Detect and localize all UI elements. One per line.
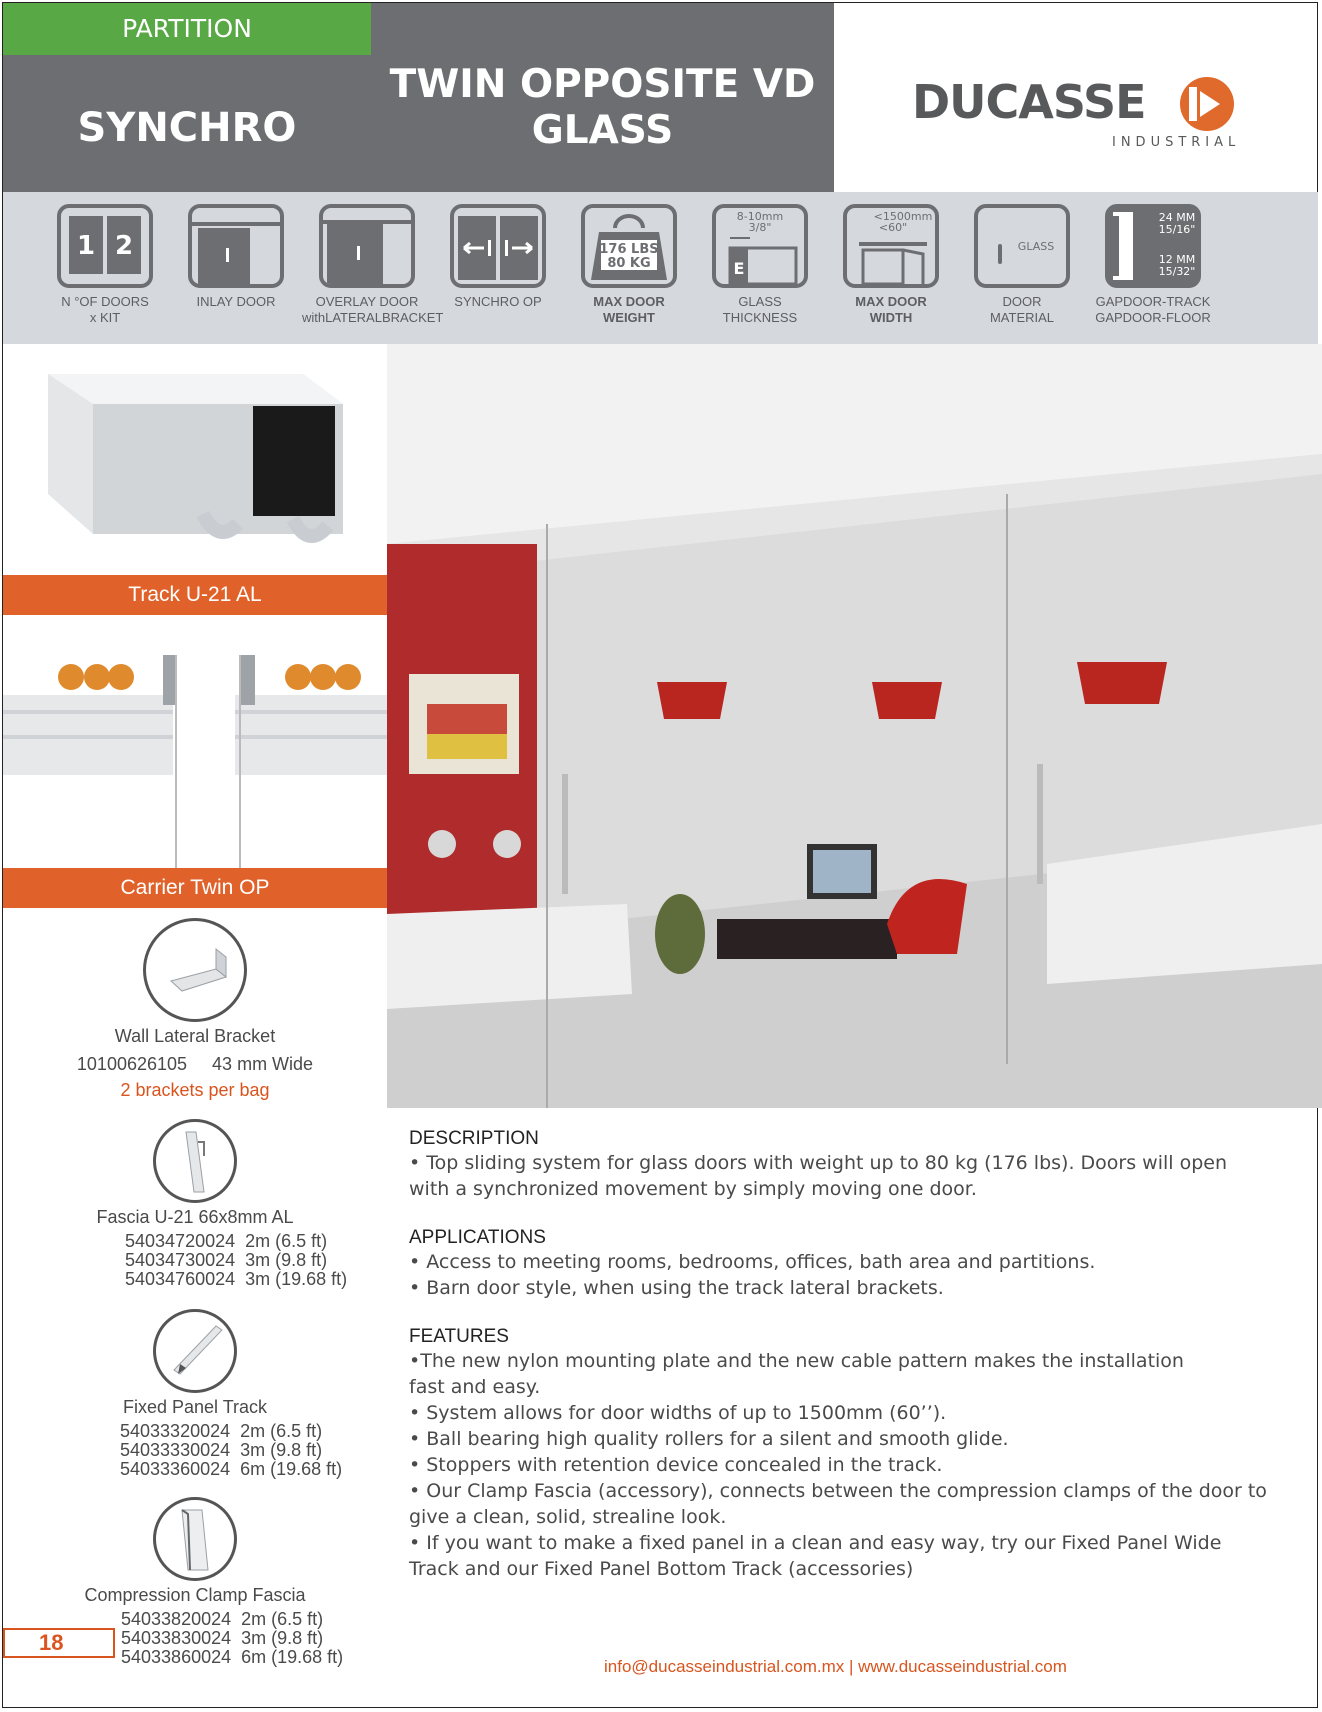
- spec-label: MAX DOOR WIDTH: [855, 294, 927, 325]
- features-line: • Stoppers with retention device concealed in the track.: [409, 1454, 943, 1476]
- spec-label: DOOR MATERIAL: [989, 294, 1055, 325]
- spec-doors-per-kit: [40, 204, 170, 326]
- page-title: [385, 62, 820, 154]
- gap-icon: [1105, 204, 1201, 288]
- svg-text:15/32": 15/32": [1158, 265, 1196, 278]
- applications-section: [409, 1227, 1269, 1301]
- spec-inlay-door: [171, 204, 301, 310]
- svg-text:E: E: [733, 259, 745, 278]
- table-row: 54034760024 3m (19.68 ft): [125, 1269, 348, 1289]
- svg-text:8-10mm: 8-10mm: [736, 210, 784, 223]
- series-name: SYNCHRO: [77, 105, 297, 151]
- overlay-door-icon: [319, 204, 415, 288]
- table-row: 54034730024 3m (9.8 ft): [125, 1250, 328, 1270]
- table-row: 54033360024 6m (19.68 ft): [120, 1459, 343, 1479]
- fascia-icon: [153, 1119, 237, 1203]
- table-row: 54033830024 3m (9.8 ft): [121, 1628, 324, 1648]
- bracket-note: 2 brackets per bag: [120, 1080, 270, 1100]
- spec-max-weight: [564, 204, 694, 326]
- weight-icon: [581, 204, 677, 288]
- svg-text:15/16": 15/16": [1158, 223, 1196, 236]
- page-number: 18: [3, 1628, 115, 1658]
- synchro-op-icon: [450, 204, 546, 288]
- spec-label: GAPDOOR-TRACK GAPDOOR-FLOOR: [1095, 294, 1211, 325]
- carrier-twin-op-image: [3, 615, 387, 868]
- table-row: 54033820024 2m (6.5 ft): [121, 1609, 324, 1629]
- wall-lateral-bracket: [3, 918, 387, 1101]
- clamp-sizes: [116, 1610, 348, 1667]
- logo-subtitle: INDUSTRIAL: [1112, 135, 1241, 150]
- fixed-panel-track: [3, 1309, 387, 1479]
- category-tag: PARTITION: [3, 3, 371, 55]
- living-room-photo: [387, 344, 1322, 1108]
- track-u21-image: [3, 344, 387, 575]
- description-section: [409, 1128, 1269, 1202]
- fascia-name: Fascia U-21 66x8mm AL: [96, 1207, 294, 1227]
- features-line: • Our Clamp Fascia (accessory), connects between the compression clamps of the door to: [409, 1480, 1267, 1502]
- svg-text:2: 2: [114, 231, 134, 261]
- description-line: • Top sliding system for glass doors with weight up to 80 kg (176 lbs). Doors will open: [409, 1152, 1227, 1174]
- svg-text:1: 1: [76, 231, 96, 261]
- features-heading: FEATURES: [409, 1326, 509, 1347]
- spec-label: N °OF DOORS x KIT: [61, 294, 149, 325]
- applications-line: • Barn door style, when using the track lateral brackets.: [409, 1277, 944, 1299]
- description-line: with a synchronized movement by simply moving one door.: [409, 1178, 977, 1200]
- features-line: fast and easy.: [409, 1376, 541, 1398]
- glass-thickness-icon: [712, 204, 808, 288]
- fixed-panel-name: Fixed Panel Track: [122, 1397, 268, 1417]
- spec-glass-thickness: [695, 204, 825, 326]
- glass-door-icon: [974, 204, 1070, 288]
- features-line: give a clean, solid, strealine look.: [409, 1506, 727, 1528]
- spec-icon-strip: [3, 192, 1318, 344]
- features-line: • If you want to make a fixed panel in a clean and easy way, try our Fixed Panel Wide: [409, 1532, 1222, 1554]
- bracket-code: 10100626105: [76, 1054, 188, 1074]
- fascia-u21: [3, 1119, 387, 1289]
- doors-count-icon: [57, 204, 153, 288]
- svg-text:<60": <60": [878, 221, 908, 234]
- fixed-panel-icon: [153, 1309, 237, 1393]
- table-row: 54033860024 6m (19.68 ft): [121, 1647, 344, 1667]
- fixed-panel-sizes: [115, 1422, 347, 1479]
- ducasse-logo: [912, 75, 1252, 155]
- features-line: Track and our Fixed Panel Bottom Track (accessories): [409, 1558, 914, 1580]
- fascia-sizes: [120, 1232, 352, 1289]
- applications-line: • Access to meeting rooms, bedrooms, offices, bath area and partitions.: [409, 1251, 1096, 1273]
- features-line: • Ball bearing high quality rollers for a silent and smooth glide.: [409, 1428, 1009, 1450]
- svg-text:176 LBS: 176 LBS: [599, 242, 659, 257]
- spec-label: INLAY DOOR: [196, 294, 276, 309]
- title-line-2: GLASS: [531, 108, 674, 153]
- spec-overlay-door: [302, 204, 444, 326]
- spec-label: MAX DOOR WEIGHT: [593, 294, 665, 325]
- spec-label: SYNCHRO OP: [454, 294, 542, 309]
- spec-label: OVERLAY DOOR withLATERALBRACKET: [302, 294, 444, 325]
- description-heading: DESCRIPTION: [409, 1128, 539, 1149]
- svg-text:GLASS: GLASS: [1017, 240, 1055, 253]
- carrier-label: Carrier Twin OP: [3, 868, 387, 908]
- table-row: 54033330024 3m (9.8 ft): [120, 1440, 323, 1460]
- logo-wordmark: DUCASSE: [912, 75, 1146, 129]
- spec-door-material: [957, 204, 1087, 326]
- svg-text:80 KG: 80 KG: [607, 256, 651, 271]
- bracket-name: Wall Lateral Bracket: [114, 1026, 276, 1046]
- spec-label: GLASS THICKNESS: [722, 294, 798, 325]
- svg-text:24 MM: 24 MM: [1158, 211, 1196, 224]
- svg-text:<1500mm: <1500mm: [873, 210, 933, 223]
- bracket-width: 43 mm Wide: [212, 1054, 314, 1074]
- footer-contact[interactable]: info@ducasseindustrial.com.mx | www.ducasseindustrial.com: [604, 1657, 1067, 1676]
- bracket-spec: [3, 1055, 387, 1074]
- table-row: 54033320024 2m (6.5 ft): [120, 1421, 323, 1441]
- features-section: [409, 1326, 1269, 1582]
- applications-heading: APPLICATIONS: [409, 1227, 546, 1248]
- clamp-name: Compression Clamp Fascia: [84, 1585, 306, 1605]
- svg-text:3/8": 3/8": [748, 221, 772, 234]
- inlay-door-icon: [188, 204, 284, 288]
- clamp-fascia-icon: [153, 1497, 237, 1581]
- door-width-icon: [843, 204, 939, 288]
- table-row: 54034720024 2m (6.5 ft): [125, 1231, 328, 1251]
- features-line: •The new nylon mounting plate and the new cable pattern makes the installation: [409, 1350, 1184, 1372]
- track-label: Track U-21 AL: [3, 575, 387, 615]
- bracket-icon: [143, 918, 247, 1022]
- spec-synchro-op: [433, 204, 563, 310]
- spec-max-width: [826, 204, 956, 326]
- spec-gaps: [1088, 204, 1218, 326]
- features-line: • System allows for door widths of up to 1500mm (60’’).: [409, 1402, 947, 1424]
- play-icon: [1180, 77, 1234, 131]
- title-line-1: TWIN OPPOSITE VD: [389, 62, 816, 107]
- svg-text:12 MM: 12 MM: [1158, 253, 1196, 266]
